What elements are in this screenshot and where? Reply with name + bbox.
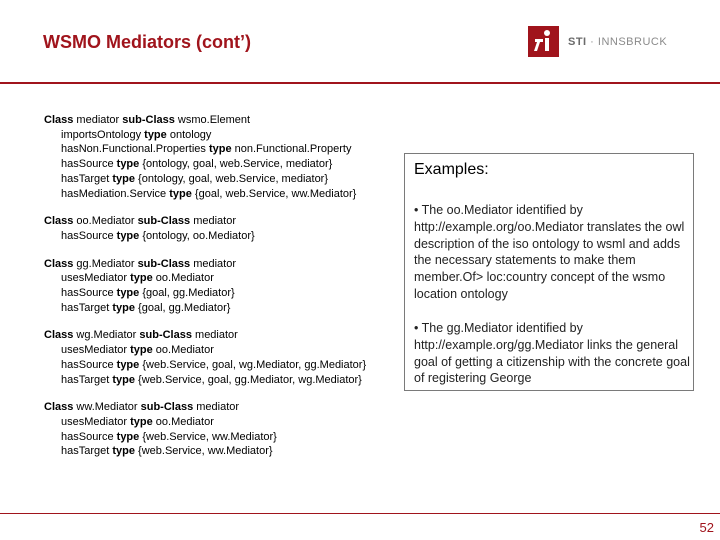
- code-line: Class ww.Mediator sub-Class mediator: [44, 401, 240, 414]
- sti-logo-icon: [528, 26, 559, 57]
- class-block-ww-mediator: [44, 400, 366, 459]
- code-line: Class oo.Mediator sub-Class mediator: [44, 215, 236, 228]
- code-line: hasSource type {web.Service, ww.Mediator}: [61, 430, 277, 443]
- class-block-wg-mediator: [44, 328, 366, 387]
- code-line: usesMediator type oo.Mediator: [61, 415, 214, 428]
- page-number: 52: [699, 520, 714, 535]
- code-line: hasSource type {web.Service, goal, wg.Mediator, gg.Mediator}: [61, 358, 367, 371]
- examples-box: [404, 153, 694, 391]
- code-line: usesMediator type oo.Mediator: [61, 344, 214, 357]
- logo-brand: STI: [568, 36, 587, 48]
- class-block-oo-mediator: [44, 214, 366, 243]
- code-line: Class wg.Mediator sub-Class mediator: [44, 329, 238, 342]
- code-line: hasSource type {ontology, oo.Mediator}: [61, 229, 255, 242]
- code-line: hasTarget type {web.Service, goal, gg.Mediator, wg.Mediator}: [61, 373, 362, 386]
- code-line: hasTarget type {ontology, goal, web.Service, mediator}: [61, 172, 329, 185]
- code-line: hasSource type {goal, gg.Mediator}: [61, 287, 235, 300]
- example-gg-mediator: • The gg.Mediator identified by http://example.org/gg.Mediator links the general goal of getting a citizenship with the concrete goal of registering George: [414, 321, 690, 386]
- header-divider: [0, 82, 720, 84]
- code-line: hasTarget type {web.Service, ww.Mediator}: [61, 445, 273, 458]
- logo-place: INNSBRUCK: [597, 36, 668, 48]
- code-line: Class mediator sub-Class wsmo.Element: [44, 114, 251, 126]
- class-block-gg-mediator: [44, 257, 366, 316]
- code-line: hasSource type {ontology, goal, web.Service, mediator}: [61, 158, 333, 171]
- code-line: hasMediation.Service type {goal, web.Service, ww.Mediator}: [61, 187, 357, 200]
- code-line: Class gg.Mediator sub-Class mediator: [44, 257, 236, 270]
- logo-separator: ·: [586, 36, 598, 48]
- sti-innsbruck-logo: [528, 26, 678, 58]
- code-line: hasTarget type {goal, gg.Mediator}: [61, 301, 231, 314]
- code-line: importsOntology type ontology: [61, 128, 212, 141]
- class-block-mediator: [44, 113, 366, 201]
- logo-text: [568, 36, 667, 48]
- code-line: hasNon.Functional.Properties type non.Functional.Property: [61, 143, 352, 156]
- examples-heading: Examples:: [414, 161, 489, 178]
- slide-title: WSMO Mediators (cont’): [43, 32, 251, 52]
- code-line: usesMediator type oo.Mediator: [61, 272, 214, 285]
- mediator-class-definitions: [44, 113, 366, 472]
- example-oo-mediator: • The oo.Mediator identified by http://example.org/oo.Mediator translates the owl description of the iso ontology to wsml and adds the necessary statements to make them member.Of> loc:country concept of the wsmo location ontology: [414, 203, 685, 301]
- footer-divider: [0, 513, 720, 514]
